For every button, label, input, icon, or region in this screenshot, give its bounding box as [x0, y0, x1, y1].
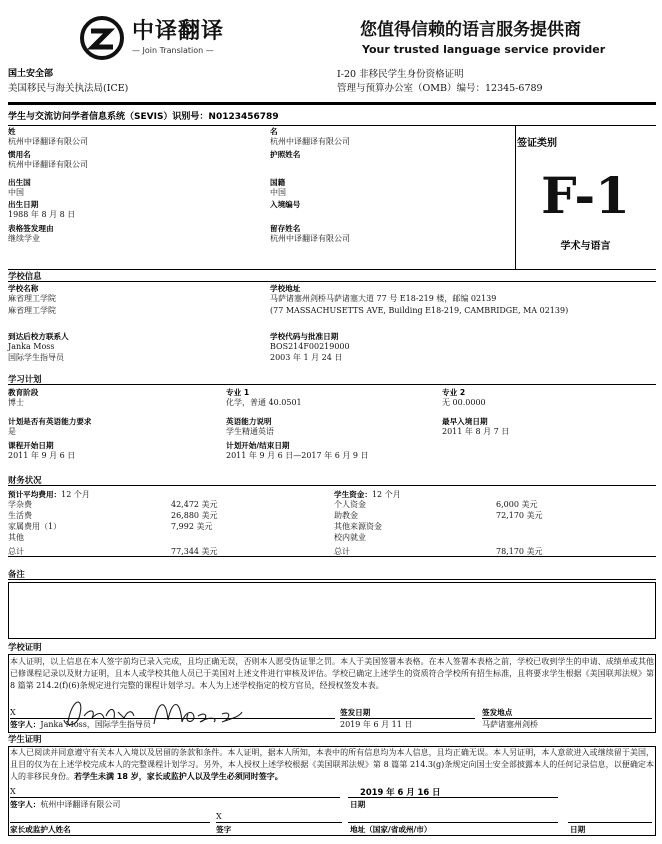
- guardian-address-line: [348, 822, 558, 823]
- cost-row: [8, 533, 328, 544]
- student-sign-line: [10, 797, 340, 798]
- fund-rows: [334, 500, 654, 544]
- residence-value: 杭州中译翻译有限公司: [270, 234, 350, 243]
- dob-value: 1988 年 8 月 8 日: [8, 210, 76, 219]
- school-cert-title: 学校证明: [8, 642, 42, 652]
- contact-title: 国际学生指导员: [8, 353, 64, 362]
- fund-block: [334, 489, 654, 558]
- latest-entry-value: 2011 年 8 月 7 日: [442, 427, 510, 436]
- dob-label: 出生日期: [8, 200, 39, 209]
- school-address-en: (77 MASSACHUSETTS AVE, Building E18-219, CAMBRIDGE, MA 02139): [270, 306, 569, 315]
- guardian-address-label: 地址（国家/省或州/市）: [350, 825, 432, 834]
- personal-right: [270, 127, 510, 246]
- remarks-box: [8, 582, 656, 639]
- program-col1: [8, 388, 218, 462]
- fund-label: 学生资金：: [334, 490, 372, 499]
- passport-value: [270, 160, 510, 172]
- sevis-rule: [8, 125, 656, 126]
- school-approval-date: 2003 年 1 月 24 日: [270, 353, 343, 362]
- fund-months: 12 个月: [371, 490, 401, 499]
- cost-item-label: 学杂费: [8, 500, 32, 509]
- student-signer: [10, 800, 120, 810]
- fund-row: [334, 522, 654, 533]
- program-col2: [226, 388, 436, 462]
- student-date-line: [348, 797, 558, 798]
- school-sign-line: [10, 718, 335, 719]
- cost-rows: [8, 500, 328, 544]
- finance-section-title: 财务状况: [8, 475, 656, 486]
- guardian-date-label: 日期: [570, 825, 586, 834]
- fund-item-label: 其他来源资金: [334, 522, 382, 531]
- fund-row: [334, 500, 654, 511]
- major1-value: 化学，普通 40.0501: [226, 398, 302, 407]
- school-name-label: 学校名称: [8, 284, 39, 293]
- period-value: 2011 年 9 月 6 日—2017 年 6 月 9 日: [226, 451, 369, 460]
- cost-label: 预计平均费用：: [8, 490, 62, 499]
- agency-dept: 国土安全部: [8, 69, 54, 79]
- program-section-title: 学习计划: [8, 374, 656, 385]
- contact-label: 到达后校方联系人: [8, 332, 69, 341]
- omb-number: 管理与预算办公室（OMB）编号：12345-6789: [337, 83, 543, 94]
- school-name-2: 麻省理工学院: [8, 306, 56, 315]
- citizenship-value: 中国: [270, 188, 286, 197]
- cost-item-label: 其他: [8, 533, 24, 542]
- school-right: [270, 284, 656, 364]
- slogan-cn: 您值得信赖的语言服务提供商: [360, 20, 581, 40]
- student-cert-bold: 若学生未满 18 岁，家长或监护人以及学生必须同时签字。: [74, 772, 283, 782]
- cost-row: [8, 522, 328, 533]
- student-x1: X: [10, 787, 16, 796]
- personal-bottom-rule: [8, 269, 656, 270]
- student-x2: X: [216, 812, 222, 821]
- company-logo: [78, 14, 238, 62]
- school-address-cn: 马萨诸塞州剑桥马萨诸塞大道 77 号 E18-219 楼，邮编 02139: [270, 294, 497, 303]
- guardian-sign-label: 签字: [216, 825, 232, 834]
- given-label: 名: [270, 127, 278, 136]
- student-sign-date: 2019 年 6 月 16 日: [360, 787, 441, 797]
- school-date-line: [340, 718, 475, 719]
- school-place-line: [482, 718, 652, 719]
- citizenship-label: 国籍: [270, 178, 286, 187]
- cost-item-value: 42,472 美元: [171, 500, 218, 509]
- level-label: 教育阶段: [8, 388, 39, 397]
- school-cert-text: 本人证明，以上信息在本人签字前均已录入完成，且均正确无误，否则本人愿受伪证罪之罚。本人于美国签署本表格。在本人签署本表格之前，学校已收到学生的申请、成绩单或其他已修课程记录以及财力证明，且本人或学校其他人员已于美国对上述文件进行审核及评估。学校已确定上述学生的资质符合学校所有招生标准，且将要求学生根据《美国联邦法规》第 8 篇第 214.2(f)(6)条规定进行完整的课程计划学习。本人为上述学校指定的校方官员，经授权签发本表。: [10, 657, 654, 691]
- issue-reason-label: 表格签发理由: [8, 224, 54, 233]
- cost-months: 12 个月: [61, 490, 90, 499]
- english-prof-label: 英语能力说明: [226, 417, 272, 426]
- agency-bureau: 美国移民与海关执法局(ICE): [8, 83, 129, 94]
- fund-item-label: 校内就业: [334, 533, 366, 542]
- passport-label: 护照姓名: [270, 150, 301, 159]
- student-signer-label: 签字人：: [10, 800, 41, 809]
- birth-country-value: 中国: [8, 188, 24, 197]
- logo-text-en-label: Join Translation: [142, 46, 204, 55]
- admission-value: [270, 210, 510, 222]
- major2-label: 专业 2: [442, 388, 466, 397]
- fund-item-label: 个人资金: [334, 500, 366, 509]
- school-date-value: 2019 年 6 月 11 日: [340, 720, 413, 729]
- cost-row: [8, 500, 328, 511]
- school-section-title: 学校信息: [8, 271, 656, 282]
- fund-row: [334, 533, 654, 544]
- logo-text-en: — Join Translation —: [132, 46, 214, 55]
- school-left: [8, 284, 258, 364]
- guardian-name-label: 家长或监护人姓名: [10, 825, 71, 834]
- program-col3: [442, 388, 652, 438]
- english-prof-value: 学生精通英语: [226, 427, 274, 436]
- remarks-section-title: 备注: [8, 569, 656, 580]
- logo-mark-icon: [78, 14, 126, 62]
- student-date-label: 日期: [350, 800, 366, 809]
- visa-desc: 学术与语言: [560, 241, 611, 252]
- major1-label: 专业 1: [226, 388, 250, 397]
- fund-total-value: 78,170 美元: [496, 547, 543, 556]
- student-cert-text: [10, 747, 654, 784]
- cost-item-value: 26,880 美元: [171, 511, 218, 520]
- surname-label: 姓: [8, 127, 16, 136]
- level-value: 博士: [8, 398, 24, 407]
- cost-row: [8, 511, 328, 522]
- visa-class: F-1: [541, 166, 630, 225]
- cost-total-label: 总计: [8, 547, 24, 556]
- cost-block: [8, 489, 328, 558]
- school-place-value: 马萨诸塞州剑桥: [482, 720, 538, 729]
- student-cert-body: 本人已阅读并同意遵守有关本人入境以及居留的条款和条件。本人证明，据本人所知，本表中的所有信息均为本人信息，且均正确无误。本人另证明，本人意欲进入或继续留于美国，且目的仅为在上述学校完成本人的完整课程计划学习。另外，本人授权上述学校根据《美国联邦法规》第 8 篇第 214.3(g)条规定向国土安全部披露本人的任何记录信息，以便确定本人的非移民身份。: [10, 748, 654, 782]
- birth-country-label: 出生国: [8, 178, 31, 187]
- sevis-id: 学生与交流访问学者信息系统（SEVIS）识别号：N0123456789: [8, 112, 279, 122]
- start-label: 课程开始日期: [8, 441, 54, 450]
- cost-item-value: 7,992 美元: [171, 522, 213, 531]
- given-value: 杭州中译翻译有限公司: [270, 137, 350, 146]
- fund-item-value: 6,000 美元: [496, 500, 538, 509]
- guardian-sign-line: [216, 822, 342, 823]
- header-rule: [8, 102, 656, 105]
- residence-label: 留存姓名: [270, 224, 301, 233]
- guardian-name-line: [10, 822, 210, 823]
- cost-item-label: 生活费: [8, 511, 32, 520]
- student-signer-value: 杭州中译翻译有限公司: [40, 800, 121, 809]
- school-place-label: 签发地点: [482, 708, 513, 717]
- personal-left: [8, 127, 258, 246]
- guardian-date-line: [568, 822, 652, 823]
- admission-label: 入境编号: [270, 200, 301, 209]
- school-code: BOS214F00219000: [270, 342, 350, 351]
- fund-item-value: 72,170 美元: [496, 511, 543, 520]
- fund-item-label: 助教金: [334, 511, 358, 520]
- surname-value: 杭州中译翻译有限公司: [8, 137, 88, 146]
- fund-total-label: 总计: [334, 547, 350, 556]
- issue-reason-value: 继续学业: [8, 234, 40, 243]
- english-req-label: 计划是否有英语能力要求: [8, 417, 92, 426]
- english-req-value: 是: [8, 427, 16, 436]
- student-cert-title: 学生证明: [8, 734, 42, 744]
- school-signer: [10, 720, 151, 730]
- school-signer-value: Janka Moss，国际学生指导员: [40, 720, 151, 729]
- cost-item-label: 家属费用（1）: [8, 522, 62, 531]
- finance-total-rule: [8, 556, 656, 557]
- major2-value: 无 00.0000: [442, 398, 486, 407]
- preferred-value: 杭州中译翻译有限公司: [8, 160, 88, 169]
- start-value: 2011 年 9 月 6 日: [8, 451, 76, 460]
- logo-text-cn: 中译翻译: [132, 19, 225, 44]
- school-cert-x: X: [10, 708, 16, 717]
- school-name-1: 麻省理工学院: [8, 294, 56, 303]
- fund-row: [334, 511, 654, 522]
- cost-total-value: 77,344 美元: [171, 547, 218, 556]
- school-signer-label: 签字人：: [10, 720, 41, 729]
- latest-entry-label: 最早入境日期: [442, 417, 488, 426]
- visa-label: 签证类别: [517, 138, 557, 149]
- school-date-label: 签发日期: [340, 708, 371, 717]
- contact-name: Janka Moss: [8, 342, 55, 351]
- school-address-label: 学校地址: [270, 284, 301, 293]
- school-code-label: 学校代码与批准日期: [270, 332, 339, 341]
- period-label: 计划开始/结束日期: [226, 441, 290, 450]
- form-title: I-20 非移民学生身份资格证明: [337, 69, 464, 80]
- slogan-en: Your trusted language service provider: [362, 43, 606, 56]
- preferred-label: 惯用名: [8, 150, 31, 159]
